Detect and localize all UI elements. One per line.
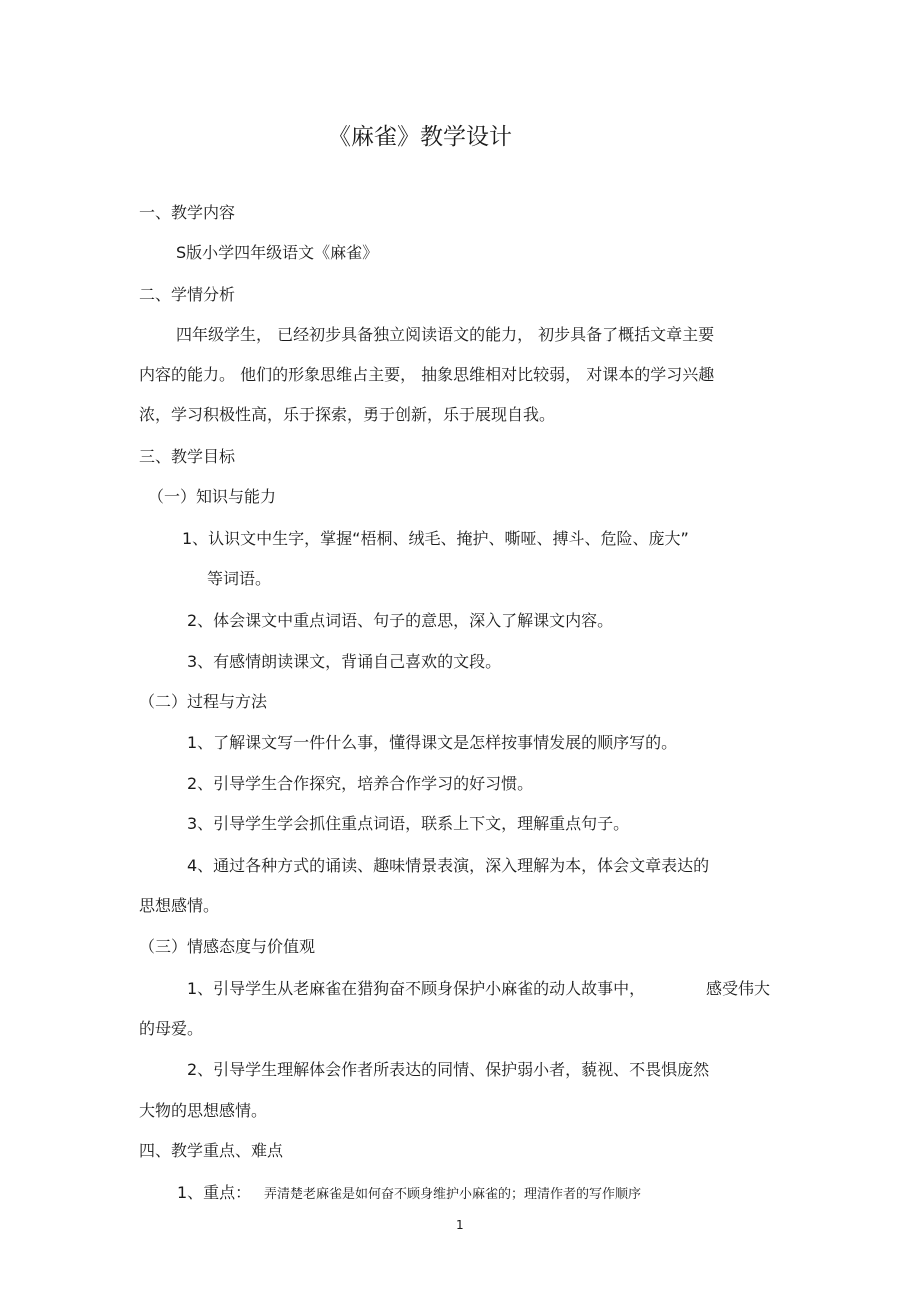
page-number: 1 (456, 1218, 464, 1232)
list-item: 4、通过各种方式的诵读、趣味情景表演，深入理解为本，体会文章表达的 (187, 856, 710, 875)
list-item-continuation: 等词语。 (207, 569, 272, 588)
subsection-heading: （一）知识与能力 (148, 487, 277, 506)
section-heading: 四、教学重点、难点 (139, 1141, 284, 1160)
paragraph-line: 四年级学生， 已经初步具备独立阅读语文的能力， 初步具备了概括文章主要 (176, 325, 715, 344)
list-item: 弄清楚老麻雀是如何奋不顾身维护小麻雀的；理清作者的写作顺序 (264, 1187, 642, 1202)
document-title: 《麻雀》教学设计 (328, 124, 512, 150)
section-body: S版小学四年级语文《麻雀》 (176, 243, 379, 262)
list-item: 3、有感情朗读课文，背诵自己喜欢的文段。 (187, 652, 502, 671)
list-item: 2、引导学生合作探究，培养合作学习的好习惯。 (187, 774, 534, 793)
list-item-tail: 感受伟大 (706, 979, 771, 998)
list-item-continuation: 大物的思想感情。 (139, 1101, 268, 1120)
paragraph-line: 内容的能力。 他们的形象思维占主要， 抽象思维相对比较弱， 对课本的学习兴趣 (139, 365, 715, 384)
paragraph-line: 浓，学习积极性高，乐于探索，勇于创新，乐于展现自我。 (139, 405, 556, 424)
section-heading: 二、学情分析 (139, 285, 236, 304)
subsection-heading: （二）过程与方法 (139, 692, 268, 711)
section-heading: 一、教学内容 (139, 203, 236, 222)
section-heading: 三、教学目标 (139, 447, 236, 466)
list-item: 2、体会课文中重点词语、句子的意思，深入了解课文内容。 (187, 611, 614, 630)
list-item: 1、了解课文写一件什么事，懂得课文是怎样按事情发展的顺序写的。 (187, 733, 678, 752)
list-item-label: 1、重点： (177, 1183, 252, 1202)
list-item: 1、引导学生从老麻雀在猎狗奋不顾身保护小麻雀的动人故事中， (187, 979, 646, 998)
list-item: 3、引导学生学会抓住重点词语，联系上下文，理解重点句子。 (187, 814, 630, 833)
list-item-continuation: 的母爱。 (139, 1019, 204, 1038)
list-item: 2、引导学生理解体会作者所表达的同情、保护弱小者，藐视、不畏惧庞然 (187, 1060, 710, 1079)
subsection-heading: （三）情感态度与价值观 (139, 937, 316, 956)
list-item-continuation: 思想感情。 (139, 896, 220, 915)
list-item: 1、认识文中生字，掌握“梧桐、绒毛、掩护、嘶哑、搏斗、危险、庞大” (182, 529, 689, 548)
